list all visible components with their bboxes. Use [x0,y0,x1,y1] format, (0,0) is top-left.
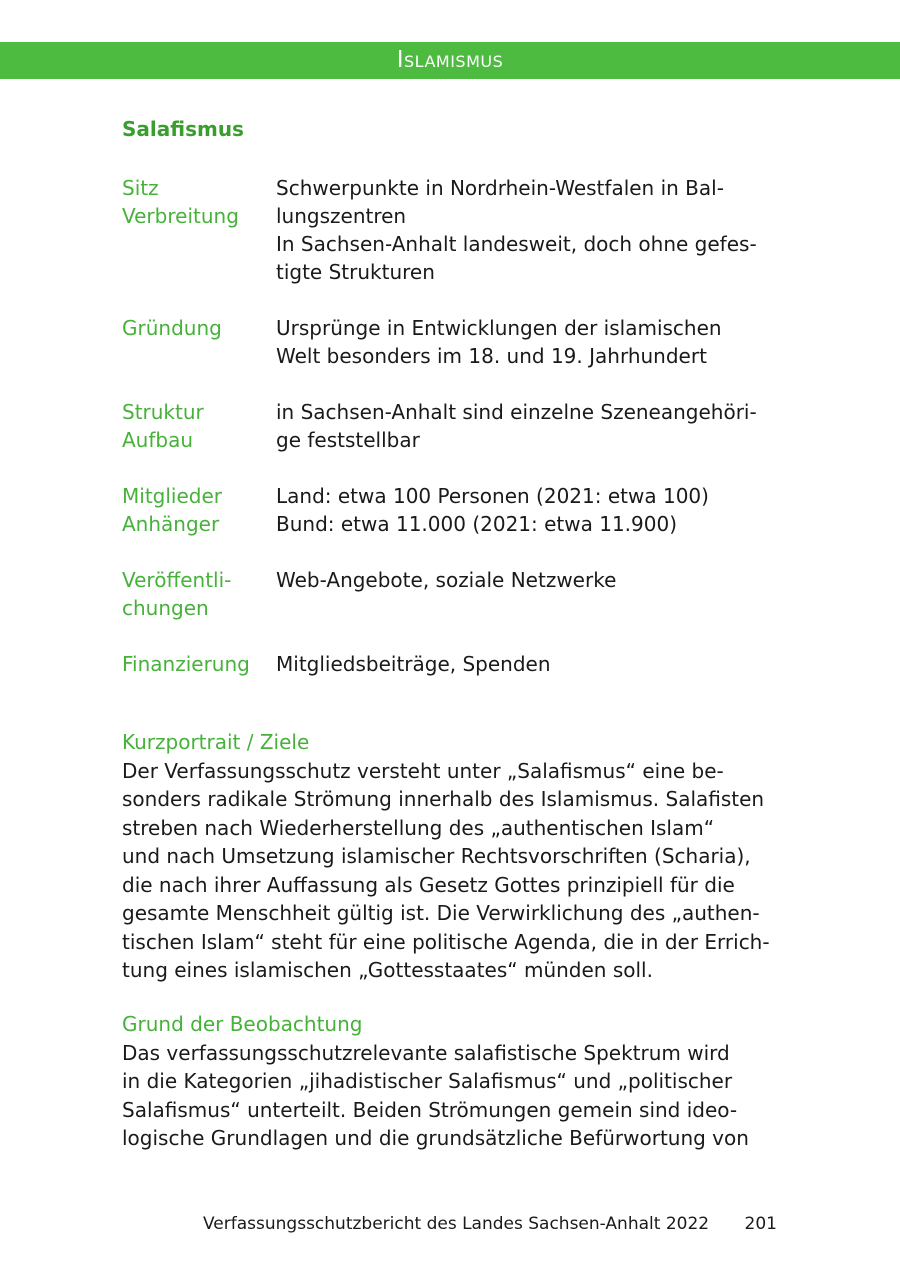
info-value: Ursprünge in Entwicklungen der islamischen Welt besonders im 18. und 19. Jahrhundert [276,316,722,368]
info-row-struktur [122,398,802,454]
reason-block [122,1010,782,1153]
info-table [122,174,802,706]
info-row-veroeffentlichungen [122,566,802,622]
portrait-text: Der Verfassungsschutz versteht unter „Salafismus“ eine be- sonders radikale Strömung innerhalb des Islamismus. Salafisten streben nach Wiederherstellung des „authentischen Islam“ und nach Umsetzung islamischer Rechtsvorschriften (Scharia), die nach ihrer Auffassung als Gesetz Gottes prinzipiell für die gesamte Menschheit gültig ist. Die Verwirklichung des „authen- tischen Islam“ steht für eine politische Agenda, die in der Errich- tung eines islamischen „Gottesstaates“ münden soll. [122,758,770,982]
page-footer [203,1214,777,1234]
reason-text: Das verfassungsschutzrelevante salafistische Spektrum wird in die Kategorien „jihadistischer Salafismus“ und „politischer Salafismus“ unterteilt. Beiden Strömungen gemein sind ideo- logische Grundlagen und die grundsätzliche Befürwortung von [122,1040,749,1150]
section-title: Salafismus [122,117,244,141]
info-value: Land: etwa 100 Personen (2021: etwa 100) Bund: etwa 11.000 (2021: etwa 11.900) [276,484,709,536]
info-row-finanzierung [122,650,802,678]
info-label: Veröffentli- chungen [122,568,232,620]
footer-text: Verfassungsschutzbericht des Landes Sachsen-Anhalt 2022 [203,1214,710,1234]
chapter-title: Islamismus [396,47,504,73]
info-label: Sitz Verbreitung [122,176,239,228]
info-label: Struktur Aufbau [122,400,204,452]
info-label: Gründung [122,316,222,340]
info-value: in Sachsen-Anhalt sind einzelne Szeneangehöri- ge feststellbar [276,400,757,452]
page-number: 201 [744,1214,777,1234]
info-row-mitglieder [122,482,802,538]
info-row-sitz [122,174,802,286]
info-label: Finanzierung [122,652,250,676]
info-row-gruendung [122,314,802,370]
chapter-banner [0,42,900,79]
portrait-block [122,728,782,985]
info-value: Mitgliedsbeiträge, Spenden [276,652,551,676]
portrait-heading: Kurzportrait / Ziele [122,730,310,754]
reason-heading: Grund der Beobachtung [122,1012,363,1036]
info-value: Schwerpunkte in Nordrhein-Westfalen in Bal- lungszentren In Sachsen-Anhalt landesweit, doch ohne gefes- tigte Strukturen [276,176,757,284]
info-value: Web-Angebote, soziale Netzwerke [276,568,617,592]
info-label: Mitglieder Anhänger [122,484,222,536]
